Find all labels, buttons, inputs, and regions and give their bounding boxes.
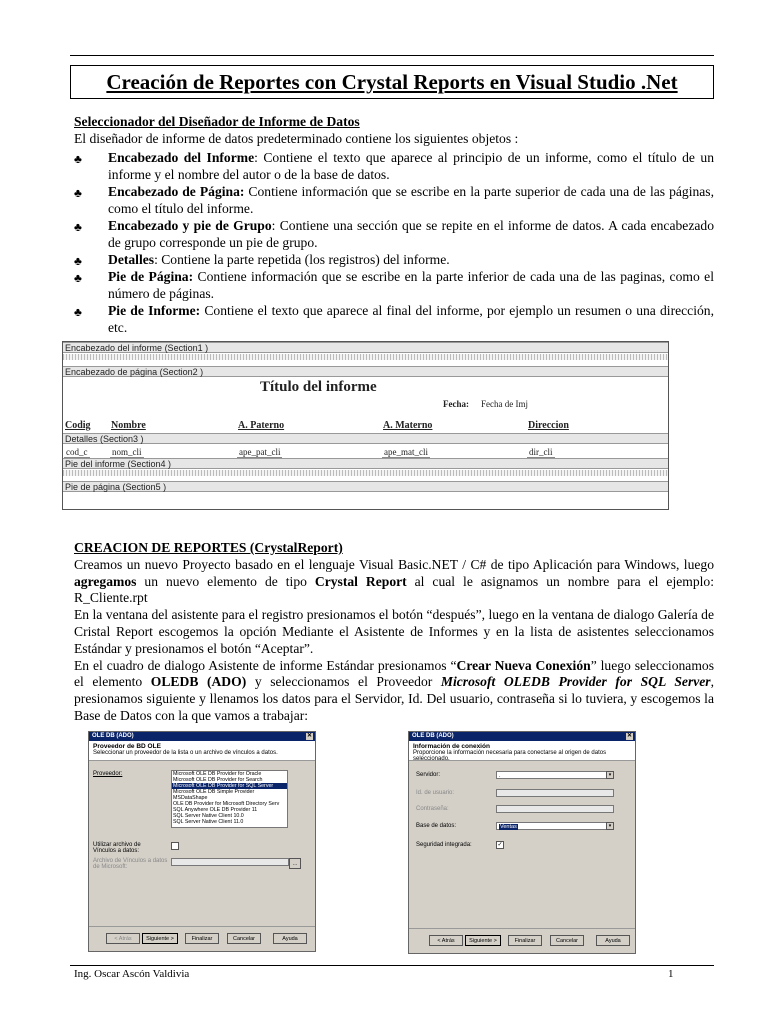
browse-button[interactable]: ... [289, 858, 301, 869]
dialog-ole-provider [88, 731, 316, 952]
server-label: Servidor: [416, 772, 441, 778]
club-bullet-icon: ♣ [74, 305, 82, 319]
provider-list[interactable] [171, 770, 288, 828]
club-bullet-icon: ♣ [74, 220, 82, 234]
database-label: Base de datos: [416, 823, 457, 829]
dialog1-header [89, 741, 315, 761]
bullet-term: Encabezado del Informe [108, 150, 255, 165]
dialog1-header-sub: Seleccionar un proveedor de la lista o un archivo de vínculos a datos. [93, 750, 278, 756]
file-input[interactable] [171, 858, 289, 866]
club-bullet-icon: ♣ [74, 186, 82, 200]
band-details: Detalles (Section3 ) [63, 433, 668, 444]
bullet-item [108, 218, 714, 252]
column-header-direccion: Direccion [528, 420, 569, 431]
dialog2-titlebar [409, 732, 635, 741]
server-input[interactable]: . [496, 771, 614, 779]
provider-list-item[interactable]: Microsoft OLE DB Simple Provider [173, 789, 255, 795]
file-label: Archivo de Vínculos a datos de Microsoft: [93, 858, 168, 870]
field-nom: nom_cli [112, 447, 142, 457]
footer-page-number: 1 [668, 968, 674, 980]
chevron-down-icon[interactable]: ▾ [606, 822, 614, 830]
bullet-text: : Contiene el texto que aparece al principio de un informe, como el título de un informe y el nombre del autor o de la base de datos. [108, 150, 714, 182]
bullet-text: : Contiene la parte repetida (los registros) del informe. [154, 252, 450, 267]
bullet-term: Encabezado y pie de Grupo [108, 218, 272, 233]
bullet-term: Pie de Página: [108, 269, 194, 284]
fecha-value: Fecha de Imj [481, 399, 528, 409]
provider-list-item[interactable]: Microsoft OLE DB Provider for SQL Server [172, 783, 287, 789]
bullet-text: Contiene el texto que aparece al final del informe, por ejemplo un resumen o una dirección, etc. [108, 303, 714, 335]
band-hatch [63, 470, 668, 476]
footer-rule [70, 965, 714, 966]
close-icon[interactable]: ✕ [306, 733, 313, 739]
provider-list-item[interactable]: Microsoft OLE DB Provider for Oracle [173, 771, 262, 777]
p1-text-e: al cual le asignamos un nombre para el ejemplo: R_Cliente.rpt [74, 573, 714, 606]
field-cod: cod_c [66, 447, 88, 457]
database-select[interactable] [496, 822, 614, 830]
integrated-security-checkbox[interactable]: ✓ [497, 842, 503, 848]
dialog2-title: OLE DB (ADO) [412, 733, 454, 739]
p3-text-c: ” luego seleccionamos el elemento [74, 657, 714, 690]
use-file-checkbox[interactable] [171, 842, 179, 850]
dialog-connection-info [408, 731, 636, 954]
band-report-header: Encabezado del informe (Section1 ) [63, 342, 668, 353]
dialog2-header-sub: Proporcione la información necesaria para conectarse al origen de datos seleccionado. [413, 750, 607, 762]
top-rule [70, 55, 714, 56]
bullet-item [108, 303, 714, 337]
bullet-text: Contiene información que se escribe en la parte inferior de cada una de las paginas, como el número de páginas. [108, 269, 714, 301]
back-button[interactable]: < Atrás [429, 935, 463, 946]
field-dir: dir_cli [529, 447, 553, 457]
band-hatch [63, 354, 668, 360]
bullet-text: Contiene información que se escribe en la parte superior de cada una de las páginas, como el título del informe. [108, 184, 715, 216]
section2-heading: CREACION DE REPORTES (CrystalReport) [74, 540, 343, 555]
p3-bold-b: Crear Nueva Conexión [456, 657, 591, 673]
dialog1-titlebar [89, 732, 315, 741]
dialog2-header [409, 741, 635, 761]
provider-list-item[interactable]: SQL Anywhere OLE DB Provider 11 [173, 807, 258, 813]
club-bullet-icon: ♣ [74, 271, 82, 285]
column-header-codig: Codig [65, 420, 91, 431]
section1-block [74, 114, 714, 148]
bullet-item [108, 252, 714, 269]
band-report-footer: Pie del informe (Section4 ) [63, 458, 668, 469]
provider-list-item[interactable]: OLE DB Provider for Microsoft Directory Serv [173, 801, 280, 807]
cancel-button[interactable]: Cancelar [550, 935, 584, 946]
band-page-footer: Pie de página (Section5 ) [63, 481, 668, 492]
column-header-materno: A. Materno [383, 420, 433, 431]
userid-label: Id. de usuario: [416, 790, 455, 796]
integrated-security-label: Seguridad integrada: [416, 842, 472, 848]
bullet-term: Pie de Informe: [108, 303, 201, 318]
p1-bold-b: agregamos [74, 573, 137, 589]
bullet-term: Encabezado de Página: [108, 184, 245, 199]
next-button[interactable]: Siguiente > [142, 933, 178, 944]
password-label: Contraseña: [416, 806, 449, 812]
provider-label: Proveedor: [93, 771, 123, 777]
bullet-text: : Contiene una sección que se repite en el informe de datos. A cada encabezado de grupo corresponde un pie de grupo. [108, 218, 714, 250]
help-button[interactable]: Ayuda [596, 935, 630, 946]
provider-list-item[interactable]: SQL Server Native Client 11.0 [173, 819, 244, 825]
page-title: Creación de Reportes con Crystal Reports en Visual Studio .Net [70, 65, 714, 99]
club-bullet-icon: ♣ [74, 152, 82, 166]
bullet-item [108, 269, 714, 303]
p1-text-a: Creamos un nuevo Proyecto basado en el lenguaje Visual Basic.NET / C# de tipo Aplicación para Windows, luego [74, 556, 714, 572]
crystal-designer-figure [62, 341, 669, 510]
provider-list-item[interactable]: Microsoft OLE DB Provider for Search [173, 777, 263, 783]
close-icon[interactable]: ✕ [626, 733, 633, 739]
back-button[interactable]: < Atrás [106, 933, 140, 944]
bullet-item [108, 184, 714, 218]
p3-bolditalic-f: Microsoft OLEDB Provider for SQL Server [440, 674, 711, 690]
dialog1-header-title: Proveedor de BD OLE [93, 743, 161, 750]
password-input[interactable] [496, 805, 614, 813]
dialog2-header-title: Información de conexión [413, 743, 490, 750]
fecha-label: Fecha: [443, 399, 469, 409]
section2-paragraph-3 [74, 658, 714, 725]
p3-bold-d: OLEDB (ADO) [150, 674, 247, 690]
band-page-header: Encabezado de página (Section2 ) [63, 366, 668, 377]
section2-block [74, 540, 714, 725]
database-selected-value: Ventas [500, 824, 517, 830]
dialog2-separator [409, 928, 635, 929]
userid-input[interactable] [496, 789, 614, 797]
p1-bold-d: Crystal Report [314, 573, 407, 589]
provider-list-item[interactable]: MSDataShape [173, 795, 208, 801]
use-file-label: Utilizar archivo de Vínculos a datos: [93, 842, 141, 854]
p1-text-c: un nuevo elemento de tipo [136, 573, 315, 589]
club-bullet-icon: ♣ [74, 254, 82, 268]
section2-paragraph-2: En la ventana del asistente para el registro presionamos el botón “después”, luego en la ventana de dialogo Galería de Cristal Report escogemos la opción Mediante el Asistente de Informes y en la lista de asistentes seleccionamos Estándar y presionamos el botón “Aceptar”. [74, 607, 714, 656]
next-button[interactable]: Siguiente > [465, 935, 501, 946]
bullet-item [108, 150, 714, 184]
field-ape-pat: ape_pat_cli [239, 447, 281, 457]
dialog1-title: OLE DB (ADO) [92, 733, 134, 739]
section1-heading: Seleccionador del Diseñador de Informe de Datos [74, 114, 360, 129]
section1-intro: El diseñador de informe de datos predeterminado contiene los siguientes objetos : [74, 130, 519, 146]
report-title-field: Título del informe [260, 379, 377, 395]
help-button[interactable]: Ayuda [273, 933, 307, 944]
dialog1-separator [89, 926, 315, 927]
footer-author: Ing. Oscar Ascón Valdivia [74, 968, 190, 980]
provider-list-item[interactable]: SQL Server Native Client 10.0 [173, 813, 244, 819]
section2-paragraph-1 [74, 557, 714, 607]
column-header-paterno: A. Paterno [238, 420, 285, 431]
finish-button[interactable]: Finalizar [508, 935, 542, 946]
p3-text-e: y seleccionamos el Proveedor [246, 674, 441, 690]
bullet-term: Detalles [108, 252, 155, 267]
p3-text-a: En el cuadro de dialogo Asistente de informe Estándar presionamos “ [74, 657, 457, 673]
field-ape-mat: ape_mat_cli [384, 447, 428, 457]
cancel-button[interactable]: Cancelar [227, 933, 261, 944]
column-header-nombre: Nombre [111, 420, 146, 431]
finish-button[interactable]: Finalizar [185, 933, 219, 944]
chevron-down-icon[interactable]: ▾ [606, 771, 614, 779]
p3-text-g: , presionamos siguiente y llenamos los datos para el Servidor, Id. Del usuario, contraseña si lo tuviera, y escogemos la Base de Datos con la que vamos a trabajar: [74, 674, 714, 723]
